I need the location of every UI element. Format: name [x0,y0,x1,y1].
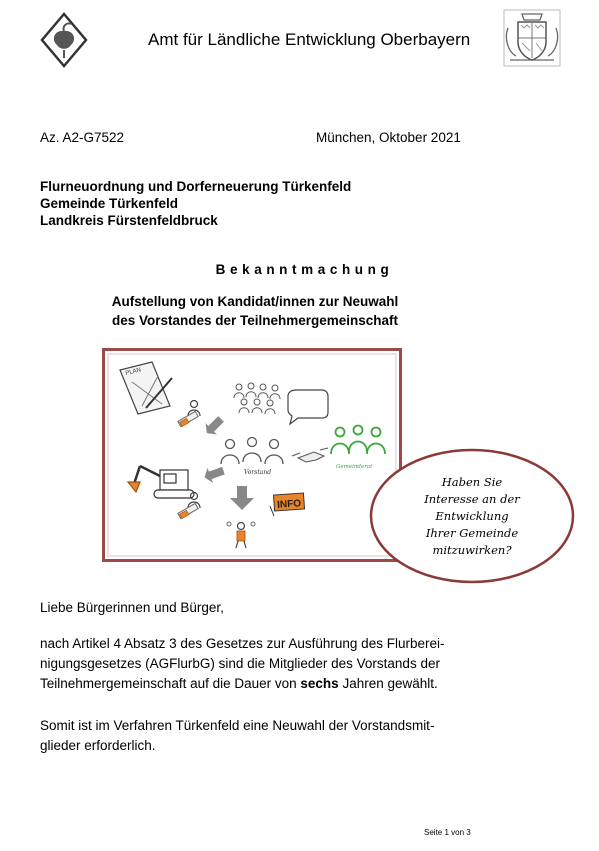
text-segment: Jahren gewählt. [338,676,438,691]
emphasis-six: sechs [300,676,339,691]
bubble-line: mitzuwirken? [432,543,512,557]
district: Landkreis Fürstenfeldbruck [40,213,218,228]
bubble-line: Interesse an der [424,492,520,506]
plan-label: PLAN [125,367,142,377]
notice-heading: Bekanntmachung [215,262,394,277]
project-title: Flurneuordnung und Dorferneuerung Türkenfeld [40,179,352,194]
document-date: München, Oktober 2021 [316,130,461,145]
bubble-line: Entwicklung [435,509,509,523]
bubble-text [372,474,572,559]
page-number: Seite 1 von 3 [424,828,471,837]
paragraph-line: glieder erforderlich. [40,738,156,753]
paragraph-2 [40,716,510,756]
notice-subtitle-line-2: des Vorstandes der Teilnehmergemeinschaft [111,313,399,328]
vorstand-label: Vorstand [244,469,272,476]
info-label: INFO [276,498,302,511]
gemeinderat-label: Gemeinderat [336,464,373,470]
paragraph-line: nigungsgesetzes (AGFlurbG) sind die Mitglieder des Vorstands der [40,656,440,671]
participation-illustration [102,348,402,562]
paragraph-1 [40,634,510,694]
paragraph-line: Somit ist im Verfahren Türkenfeld eine Neuwahl der Vorstandsmit- [40,718,435,733]
bubble-line: Haben Sie [441,475,503,489]
municipality: Gemeinde Türkenfeld [40,196,179,211]
paragraph-line: nach Artikel 4 Absatz 3 des Gesetzes zur Ausführung des Flurberei- [40,636,445,651]
ale-logo-icon [40,12,88,68]
notice-subtitle-line-1: Aufstellung von Kandidat/innen zur Neuwahl [111,294,399,309]
bubble-line: Ihrer Gemeinde [425,526,519,540]
paragraph-line [40,674,510,694]
greeting: Liebe Bürgerinnen und Bürger, [40,600,224,615]
bavarian-crest-icon [500,8,564,68]
office-name: Amt für Ländliche Entwicklung Oberbayern [148,30,471,49]
text-segment: Teilnehmergemeinschaft auf die Dauer von [40,676,301,691]
reference-number: Az. A2-G7522 [40,130,125,145]
